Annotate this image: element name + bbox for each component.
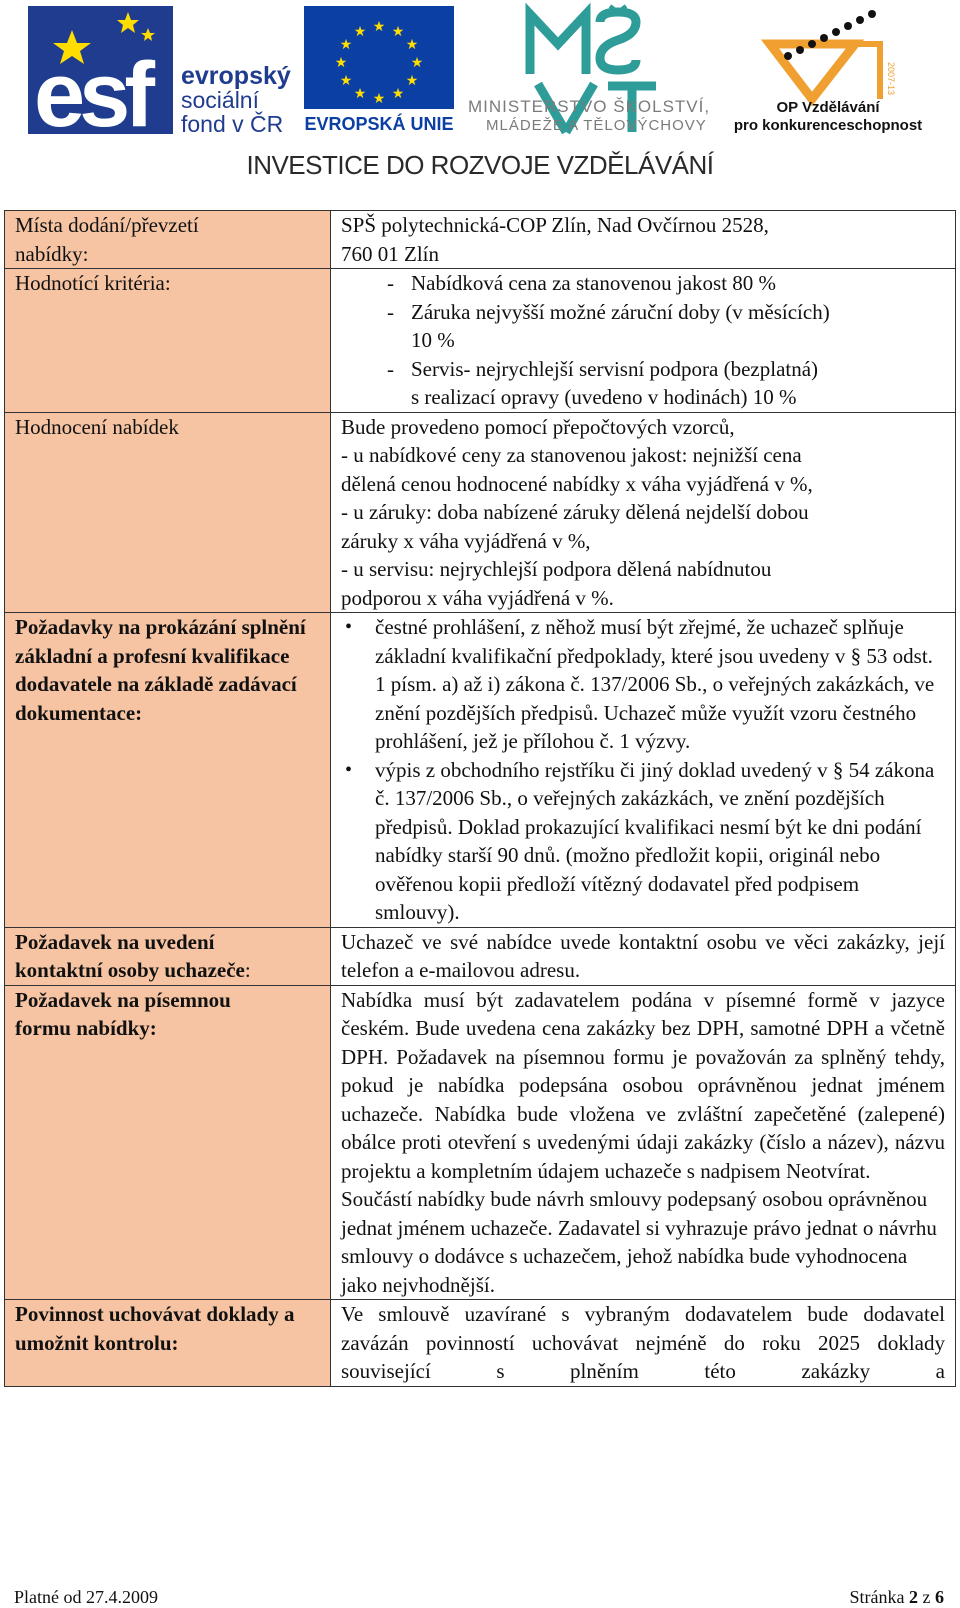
- criteria-label: Hodnotící kritéria:: [15, 271, 171, 295]
- svg-text:★: ★: [334, 55, 348, 71]
- page-footer: [14, 1586, 944, 1608]
- records-value: Ve smlouvě uzavírané s vybraným dodavatelem bude dodavatel zavázán povinností uchovávat nejméně do roku 2025 doklady související s plněním této zakázky a: [341, 1302, 945, 1383]
- value-cell: [331, 412, 956, 613]
- criteria-item-2-line-2: 10 %: [411, 328, 455, 352]
- svg-text:★: ★: [372, 91, 386, 107]
- evaluation-line: - u servisu: nejrychlejší podpora dělená nabídnutou: [341, 557, 772, 581]
- table-row: [5, 927, 956, 985]
- value-cell: [331, 211, 956, 269]
- msmt-logo: [468, 4, 726, 134]
- contact-label-1: Požadavek na uvedení: [15, 929, 215, 954]
- label-cell: [5, 211, 331, 269]
- value-cell: [331, 613, 956, 928]
- written-form-para-1: Nabídka musí být zadavatelem podána v písemné formě v jazyce českém. Bude uvedena cena zakázky bez DPH, samotné DPH a včetně DPH. Požadavek na písemnou formu je považován za splněný tehdy, pokud je nabídka podepsána osobou oprávněnou jednat jménem uchazeče. Nabídka bude vložena ve zvláštní zapečetěné (zalepené) obálce proti otevření s uvedenými údaji zakázky (číslo a název), názvu projektu a kompletním údajem uchazeče s nadpisem Neotvírat.: [341, 987, 945, 1183]
- label-cell: [5, 412, 331, 613]
- qualification-list: [341, 613, 945, 927]
- svg-text:evropský: evropský: [181, 62, 291, 90]
- table-row: [5, 613, 956, 928]
- svg-text:EVROPSKÁ UNIE: EVROPSKÁ UNIE: [304, 114, 454, 134]
- delivery-value-1: SPŠ polytechnická-COP Zlín, Nad Ovčírnou 2528,: [341, 213, 769, 237]
- svg-text:fond v ČR: fond v ČR: [181, 111, 284, 137]
- evaluation-line: Bude provedeno pomocí přepočtových vzorců,: [341, 414, 735, 439]
- svg-text:★: ★: [391, 86, 405, 102]
- value-cell: [331, 1300, 956, 1387]
- criteria-item-3-line-1: Servis- nejrychlejší servisní podpora (bezplatná): [411, 356, 819, 381]
- value-cell: [331, 985, 956, 1300]
- label-cell: [5, 269, 331, 413]
- svg-text:★: ★: [405, 37, 419, 53]
- table-row: [5, 412, 956, 613]
- page-number: [850, 1586, 944, 1608]
- logo-header: [0, 0, 960, 195]
- value-cell: [331, 269, 956, 413]
- label-cell: [5, 613, 331, 928]
- qualification-label: Požadavky na prokázání splnění základní a profesní kvalifikace dodavatele na základě zadávací dokumentace:: [15, 615, 306, 725]
- criteria-list: [341, 269, 945, 412]
- svg-text:★: ★: [372, 19, 386, 35]
- contact-label-2: kontaktní osoby uchazeče: [15, 958, 245, 982]
- svg-text:★: ★: [405, 73, 419, 89]
- svg-text:★: ★: [410, 55, 424, 71]
- op-vk-logo: [733, 4, 940, 136]
- dash-marker: -: [387, 356, 394, 381]
- contact-label-colon: :: [244, 958, 251, 982]
- list-item: [387, 298, 945, 355]
- dash-marker: -: [387, 271, 394, 295]
- dash-marker: -: [387, 299, 394, 324]
- svg-text:2007-13: 2007-13: [886, 62, 896, 96]
- evaluation-line: podporou x váha vyjádřená v %.: [341, 585, 614, 610]
- evaluation-line: - u nabídkové ceny za stanovenou jakost: nejnižší cena: [341, 443, 802, 467]
- delivery-label-2: nabídky:: [15, 241, 89, 266]
- evaluation-line: - u záruky: doba nabízené záruky dělená nejdelší dobou: [341, 500, 809, 524]
- table-row: [5, 1300, 956, 1387]
- label-cell: [5, 927, 331, 985]
- evaluation-label: Hodnocení nabídek: [15, 414, 179, 439]
- criteria-item-1: Nabídková cena za stanovenou jakost 80 %: [411, 271, 777, 295]
- records-label: Povinnost uchovávat doklady a umožnit kontrolu:: [15, 1302, 295, 1355]
- qualification-bullet-2: • výpis z obchodního rejstříku či jiný doklad uvedený v § 54 zákona č. 137/2006 Sb., o veřejných zakázkách, ve znění pozdějších předpisů. Doklad prokazující kvalifikaci nesmí být ke dni podání nabídky starší 90 dnů. (možno předložit kopii, originál nebo ověřenou kopii předloží vítězný dodavatel před podpisem smlouvy).: [375, 756, 945, 927]
- tender-conditions-table: [4, 210, 956, 1387]
- table-row: [5, 985, 956, 1300]
- table-row: [5, 211, 956, 269]
- page-total: 6: [935, 1587, 944, 1607]
- written-form-label: Požadavek na písemnou formu nabídky:: [15, 987, 231, 1040]
- value-cell: [331, 927, 956, 985]
- investice-banner: INVESTICE DO ROZVOJE VZDĚLÁVÁNÍ: [246, 150, 714, 180]
- svg-text:OP Vzdělávání: OP Vzdělávání: [776, 99, 880, 116]
- list-item: [387, 355, 945, 412]
- label-cell: [5, 1300, 331, 1387]
- page-word: Stránka: [849, 1587, 905, 1607]
- delivery-label-1: Místa dodání/převzetí: [15, 213, 199, 237]
- contact-label-2-wrap: [15, 956, 320, 985]
- svg-text:esf: esf: [34, 44, 149, 146]
- svg-text:sociální: sociální: [181, 87, 259, 113]
- list-item: [387, 269, 945, 298]
- eu-logo: [304, 6, 454, 134]
- svg-text:MINISTERSTVO ŠKOLSTVÍ,: MINISTERSTVO ŠKOLSTVÍ,: [468, 97, 711, 116]
- evaluation-line: dělená cenou hodnocené nabídky x váha vyjádřená v %,: [341, 471, 813, 496]
- svg-text:★: ★: [391, 24, 405, 40]
- svg-text:MLÁDEŽE A TĚLOVÝCHOVY: MLÁDEŽE A TĚLOVÝCHOVY: [486, 117, 707, 134]
- valid-from-date: Platné od 27.4.2009: [14, 1587, 158, 1607]
- svg-text:★: ★: [353, 86, 367, 102]
- svg-text:★: ★: [339, 37, 353, 53]
- written-form-para-2: Součástí nabídky bude návrh smlouvy podepsaný osobou oprávněnou jednat jménem uchazeče. Zadavatel si vyhrazuje právo jednat o návrhu smlouvy o dodávce s uchazečem, jehož nabídka bude vyhodnocena jako nejvhodnější.: [341, 1187, 937, 1297]
- esf-logo: [28, 6, 293, 146]
- delivery-value-2: 760 01 Zlín: [341, 241, 439, 266]
- label-cell: [5, 985, 331, 1300]
- criteria-item-3-line-2: s realizací opravy (uvedeno v hodinách) 10 %: [411, 385, 797, 409]
- qualification-bullet-1: • čestné prohlášení, z něhož musí být zřejmé, že uchazeč splňuje základní kvalifikační předpoklady, které jsou uvedeny v § 53 odst. 1 písm. a) až i) zákona č. 137/2006 Sb., o veřejných zakázkách, ve znění pozdějších předpisů. Uchazeč může využít vzoru čestného prohlášení, jež je přílohou č. 1 výzvy.: [375, 613, 945, 756]
- page-of: z: [922, 1587, 931, 1607]
- table-row: [5, 269, 956, 413]
- svg-text:pro konkurenceschopnost: pro konkurenceschopnost: [733, 117, 923, 134]
- svg-text:★: ★: [339, 73, 353, 89]
- contact-value: Uchazeč ve své nabídce uvede kontaktní osobu ve věci zakázky, její telefon a e-mailovou adresu.: [341, 929, 945, 982]
- criteria-item-2-line-1: Záruka nejvyšší možné záruční doby (v měsících): [411, 299, 830, 324]
- page-current: 2: [909, 1587, 918, 1607]
- svg-text:★: ★: [353, 24, 367, 40]
- evaluation-line: záruky x váha vyjádřená v %,: [341, 528, 591, 553]
